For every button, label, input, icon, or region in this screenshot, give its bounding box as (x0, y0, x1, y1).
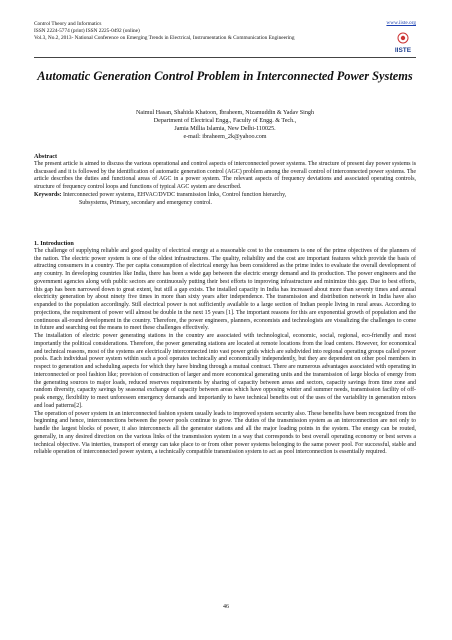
introduction-section (34, 240, 416, 457)
iiste-logo-icon (390, 30, 416, 56)
paper-title: Automatic Generation Control Problem in Interconnected Power Systems (37, 69, 413, 83)
author-department: Department of Electrical Engg., Faculty of Engg. & Tech., (153, 118, 297, 125)
keywords-line2: Subsystems, Primary, secondary and emergency control. (79, 199, 212, 206)
introduction-heading: 1. Introduction (34, 240, 74, 247)
abstract-text: The present article is aimed to discuss the various operational and control aspects of interconnected power systems. The structure of present day power systems is discussed and it is followed by the identification of automatic generation control (AGC) problem among the overall control of interconnected power systems. The article describes the duties and functional areas of AGC in a power system. The relevant aspects of frequency deviations and associated operating controls, structure of frequency control loops and functions of typical AGC system are described. (34, 160, 416, 190)
intro-paragraph: The operation of power system in an interconnected fashion system usually leads to improved system security also. These benefits have been recognized from the beginning and hence, interconnections between the power pools continue to grow. The duties of the transmission system as an interconnection are not only to handle the largest blocks of power, it also interconnects all the generator stations and all the major loading points in the system. The energy can be routed, generally, in any desired direction on the various links of the transmission system in a way that corresponds to best overall operating economy or best serves a technical objective. Via interties, transport of energy can take place to or from other power systems belonging to the same power pool. For successful, stable and reliable operation of interconnected power system, a technically compatible transmission system to act as pool interconnection is essentially required. (34, 410, 416, 456)
page-number: 46 (223, 604, 229, 610)
abstract-heading: Abstract (34, 153, 58, 160)
logo-text: IISTE (394, 47, 412, 54)
journal-header (34, 21, 364, 43)
keywords (34, 192, 416, 200)
author-email: e-mail: ibraheem_2k@yahoo.com (183, 134, 267, 141)
journal-name: Control Theory and Informatics (34, 21, 102, 27)
abstract-section (34, 153, 416, 207)
author-university: Jamia Millia Islamia, New Delhi-110025. (174, 126, 276, 133)
author-block (34, 109, 416, 141)
keywords-line1: Interconnected power systems, EHVAC/DVDC transmission links, Control function hierarchy, (61, 191, 287, 198)
author-names: Naimul Hasan, Shahida Khatoon, Ibraheem, Nizamuddin & Yadav Singh (135, 110, 315, 116)
header-divider (34, 57, 416, 58)
intro-paragraph: The challenge of supplying reliable and good quality of electrical energy at a reasonable cost to the consumers is one of the prime objectives of the planners of the nation. The electric power system is one of the oldest infrastructures. The quality, reliability and the cost are important features which provide the basis of attracting consumers in a country. The per capita consumption of electrical energy has been considered as the prime index to evaluate the overall development of any country. In developing countries like India, there has been a wide gap between the electric energy demand and its production. The power engineers and the government agencies along with public sectors are continuously putting their best efforts to improving infrastructure and minimize this gap. Due to best efforts, this gap has been narrowed down to great extent, but still a gap exists. The installed capacity in India has increased about more than seventy times and annual electricity generation by about ninety five times in more than sixty years after independence. The transmission and distribution network in India have also expanded to the population accordingly. Still electrical power is not sufficiently available to a large section of Indian people living in rural areas. According to projections, the requirement of power will almost be double in the next 15 years [1]. The important reasons for this are exponential growth of population and the continuous all-round development in the country. Therefore, the power engineers, planners, economists and technologists are visualizing the challenges to come in future and searching out the means to meet these challenges effectively. (34, 247, 416, 332)
journal-issn: ISSN 2224-5774 (print) ISSN 2225-0492 (online) (34, 28, 140, 35)
keywords-label: Keywords: (34, 191, 62, 198)
intro-paragraph: The installation of electric power generating stations in the country are associated with technological, economic, social, regional, eco-friendly and most importantly the political considerations. Therefore, the power generating stations are located at remote locations from the load centers. However, for economical and technical reasons, most of the systems are electrically interconnected into vast power grids which are subdivided into regional operating groups called power pools. Each individual power system within such a pool operates technically and economically independently, but they are dependent on other pool members in respect to generation and scheduling aspects for which they have binding through a mutual contract. There are numerous advantages associated with operating in interconnected or pool fashion like; provision of construction of larger and more economical generating units and the transmission of large blocks of energy from the generating sources to major loads, reduced reserves requirements by sharing of capacity between areas and sectors, capacity savings from time zone and random diversity, capacity savings by seasonal exchange of capacity between areas which have opposing winter and summer needs, transmission facility of off-peak energy, flexibility to meet unforeseen emergency demands and importantly to have technical benefits out of the uses of the variability in generation mixes and load patterns[2]. (34, 333, 416, 409)
journal-volume: Vol.3, No.2, 2013- National Conference on Emerging Trends in Electrical, Instrumentation & Communication Engineering (34, 35, 295, 42)
journal-url-link[interactable]: www.iiste.org (386, 20, 416, 26)
